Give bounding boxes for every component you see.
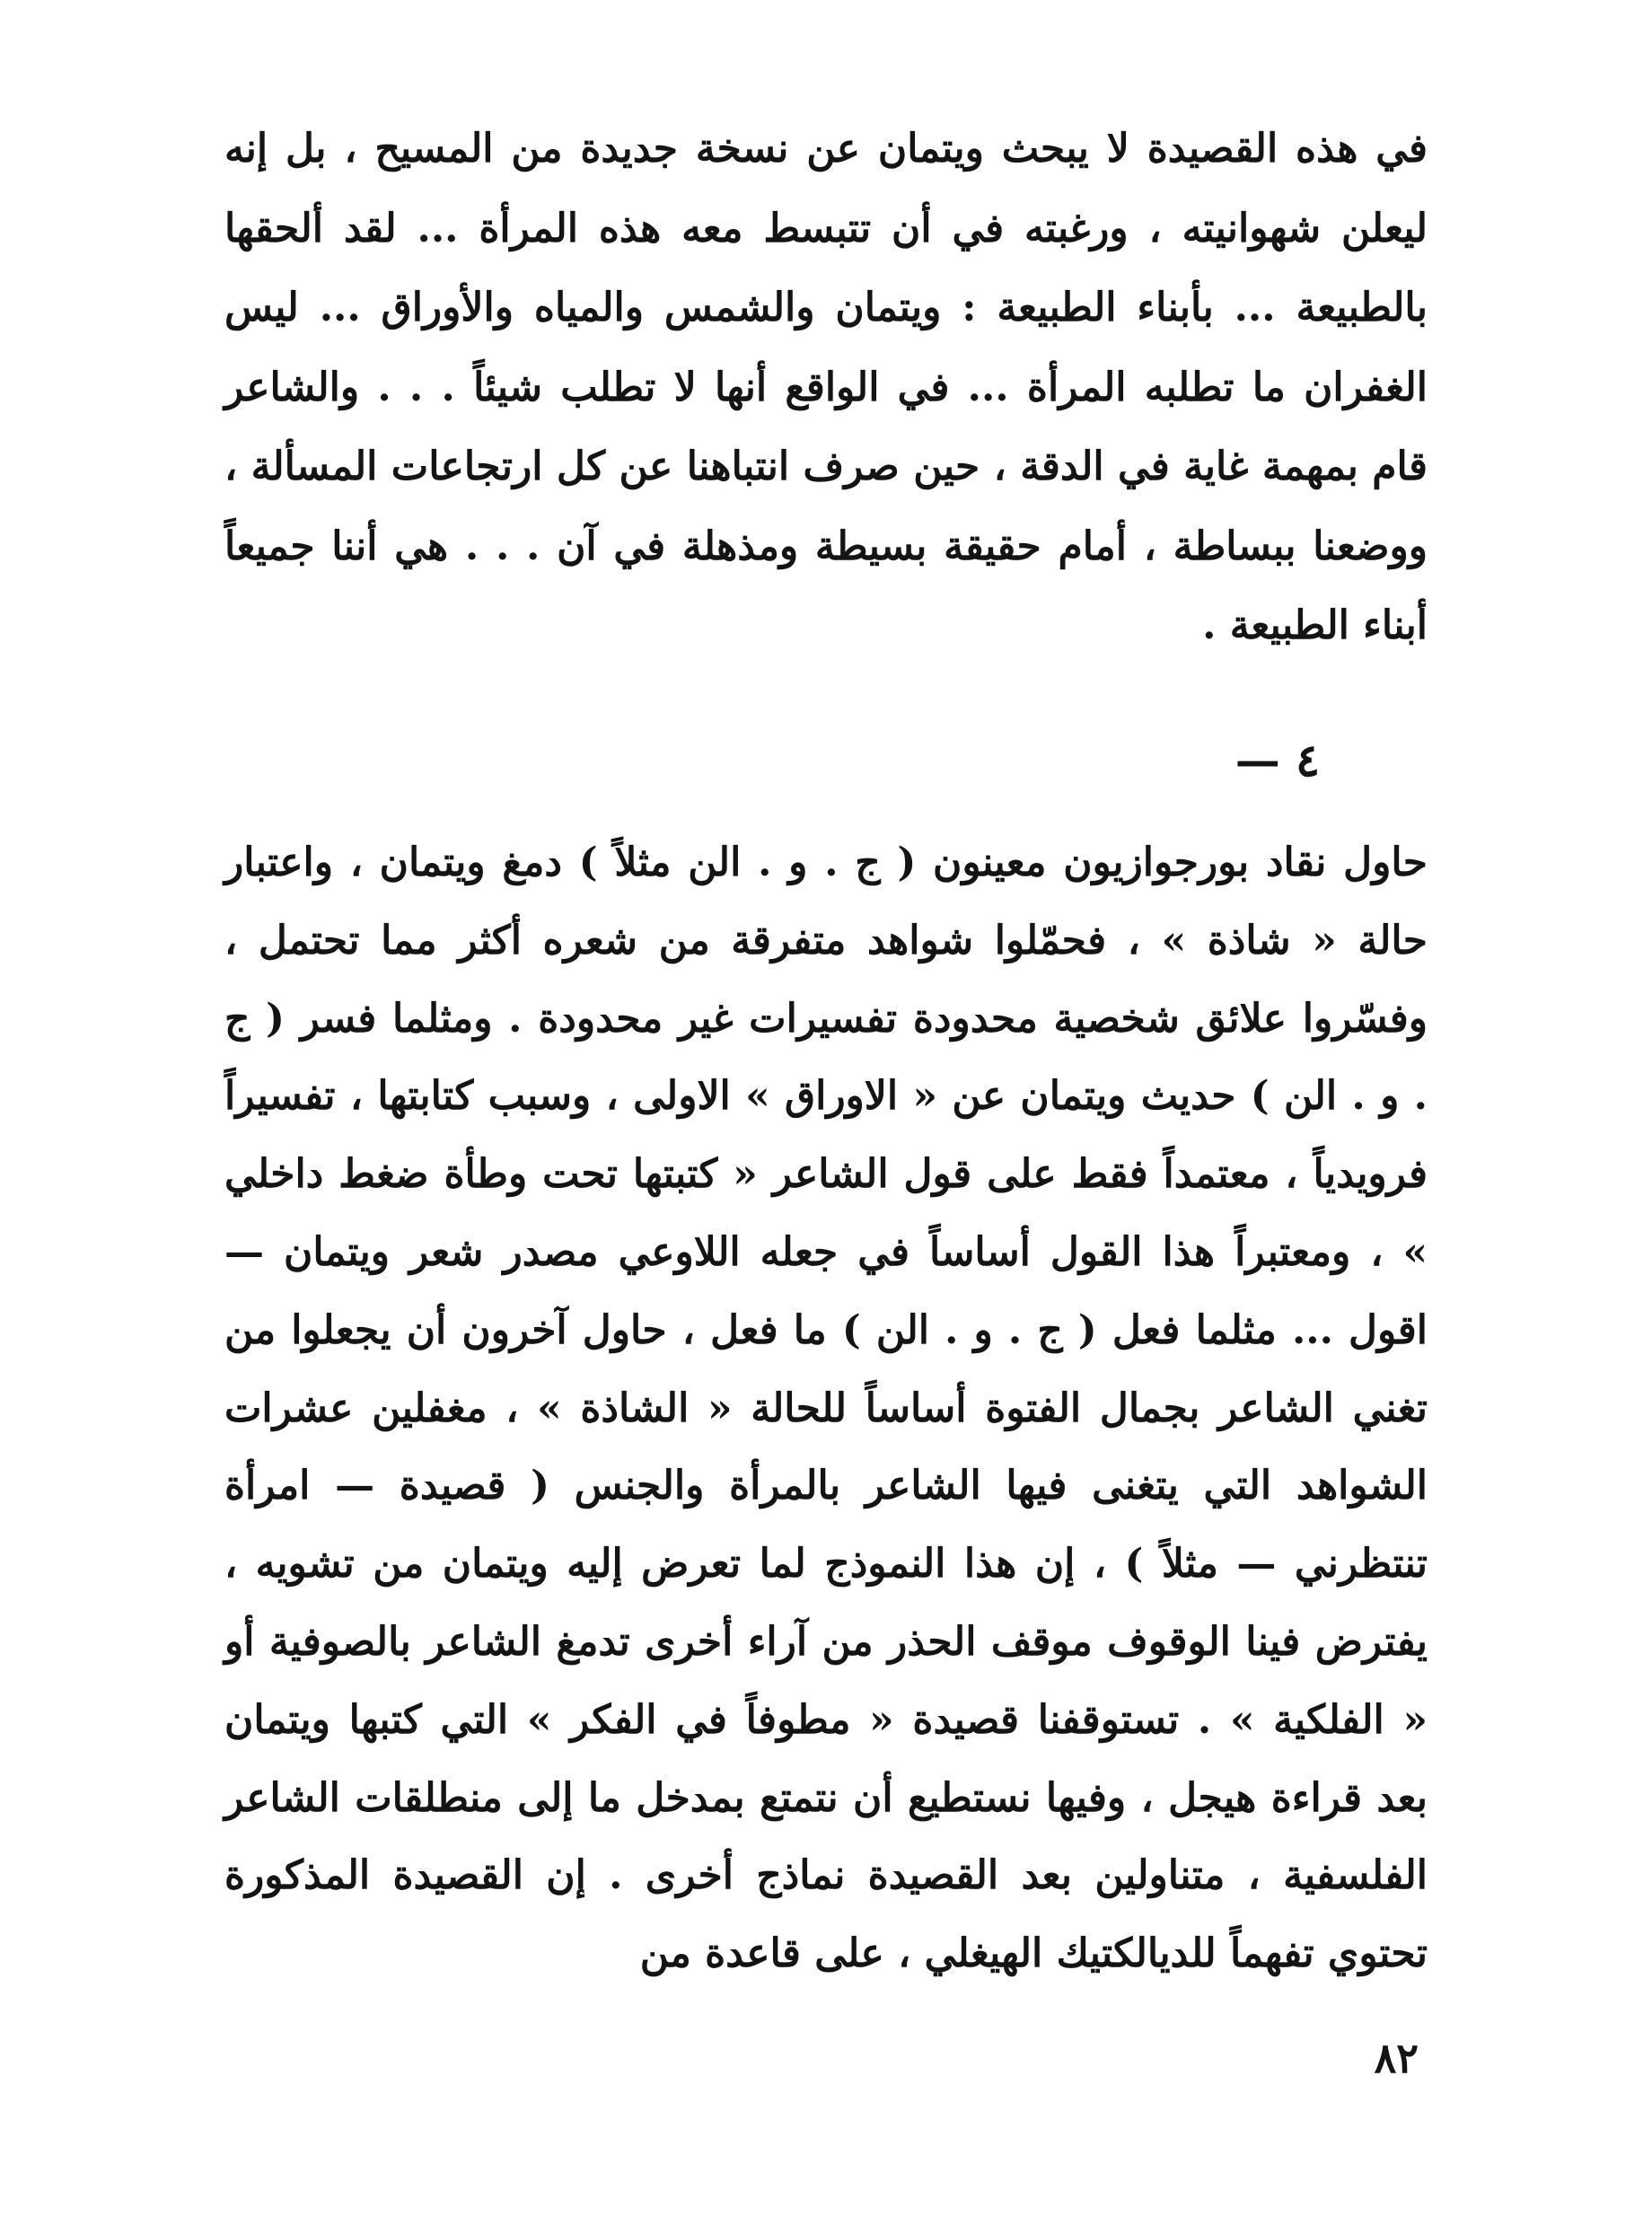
- paragraph-1: في هذه القصيدة لا يبحث ويتمان عن نسخة جديدة من المسيح ، بل إنه ليعلن شهوانيته ، ورغبته في أن تتبسط معه هذه المرأة ... لقد ألحقها بالطبيعة ... بأبناء الطبيعة : ويتمان والشمس والمياه والأوراق ... ليس الغفران ما تطلبه المرأة ... في الواقع أنها لا تطلب شيئاً . . . والشاعر قام بمهمة غاية في الدقة ، حين صرف انتباهنا عن كل ارتجاعات المسألة ، ووضعنا ببساطة ، أمام حقيقة بسيطة ومذهلة في آن . . . هي أننا جميعاً أبناء الطبيعة .: [224, 126, 1428, 648]
- page-number: ٨٢: [1374, 2034, 1419, 2082]
- paragraph-2: حاول نقاد بورجوازيون معينون ( ج . و . الن مثلاً ) دمغ ويتمان ، واعتبار حالة « شاذة » ، فحمّلوا شواهد متفرقة من شعره أكثر مما تحتمل ، وفسّروا علائق شخصية محدودة تفسيرات غير محدودة . ومثلما فسر ( ج . و . الن ) حديث ويتمان عن « الاوراق » الاولى ، وسبب كتابتها ، تفسيراً فرويدياً ، معتمداً فقط على قول الشاعر « كتبتها تحت وطأة ضغط داخلي » ، ومعتبراً هذا القول أساساً في جعله اللاوعي مصدر شعر ويتمان — اقول ... مثلما فعل ( ج . و . الن ) ما فعل ، حاول آخرون أن يجعلوا من تغني الشاعر بجمال الفتوة أساساً للحالة « الشاذة » ، مغفلين عشرات الشواهد التي يتغنى فيها الشاعر بالمرأة والجنس ( قصيدة — امرأة تنتظرني — مثلاً ) ، إن هذا النموذج لما تعرض إليه ويتمان من تشويه ، يفترض فينا الوقوف موقف الحذر من آراء أخرى تدمغ الشاعر بالصوفية أو « الفلكية » . تستوقفنا قصيدة « مطوفاً في الفكر » التي كتبها ويتمان بعد قراءة هيجل ، وفيها نستطيع أن نتمتع بمدخل ما إلى منطلقات الشاعر الفلسفية ، متناولين بعد القصيدة نماذج أخرى . إن القصيدة المذكورة تحتوي تفهماً للديالكتيك الهيغلي ، على قاعدة من: [224, 840, 1428, 1977]
- section-heading: ٤ —: [1235, 734, 1320, 787]
